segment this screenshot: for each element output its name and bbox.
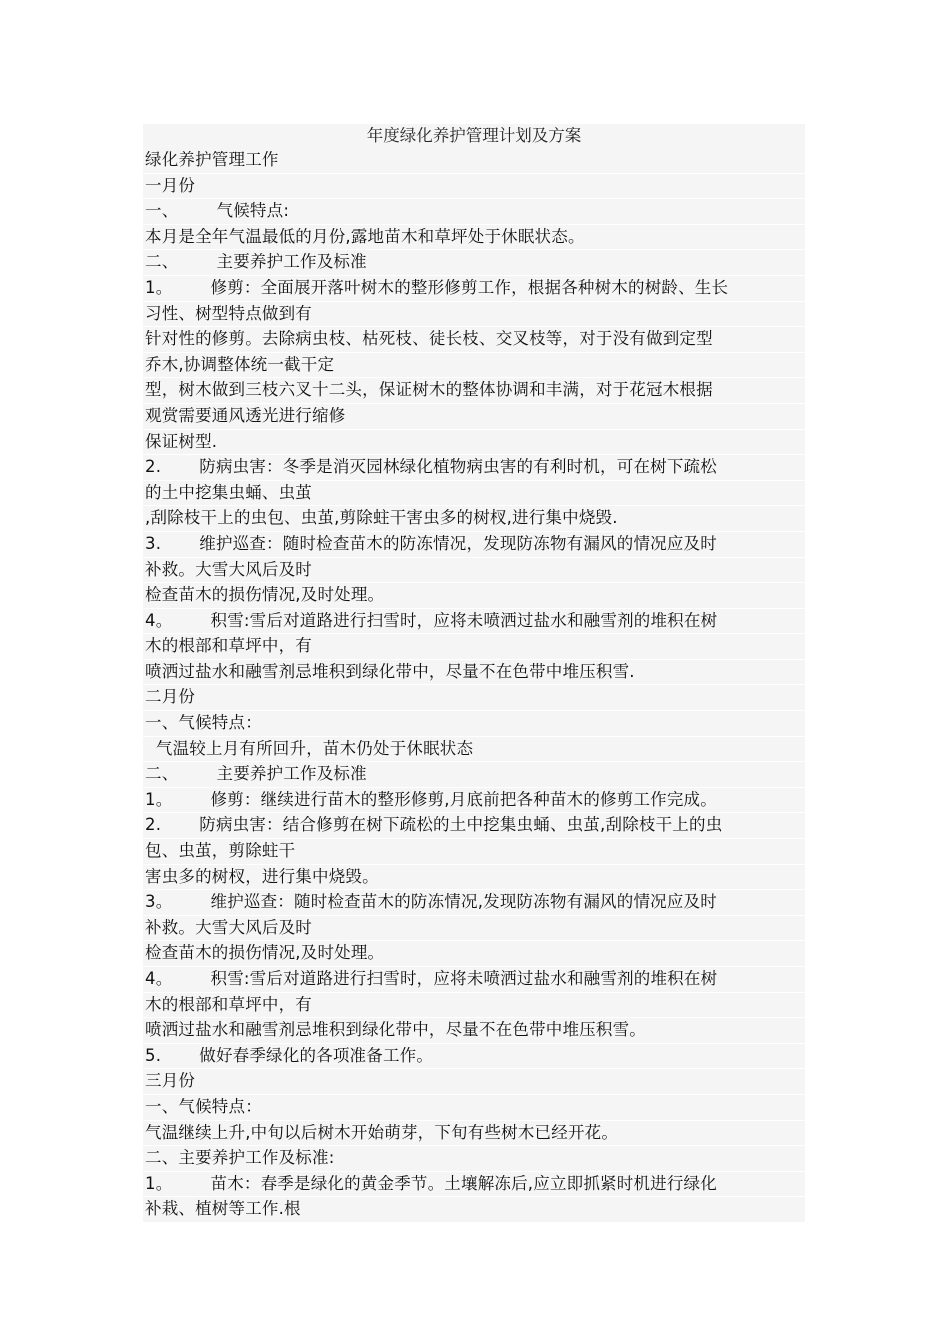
- text-line: 保证树型.: [143, 429, 805, 455]
- text-line: 4。 积雪:雪后对道路进行扫雪时，应将未喷洒过盐水和融雪剂的堆积在树: [143, 608, 805, 634]
- text-line: 乔木,协调整体统一截干定: [143, 352, 805, 378]
- text-line: 包、虫茧，剪除蛀干: [143, 838, 805, 864]
- text-line: 2. 防病虫害：冬季是消灭园林绿化植物病虫害的有利时机，可在树下疏松: [143, 454, 805, 480]
- text-line: 一、气候特点：: [143, 1094, 805, 1120]
- text-line: 1。 修剪：全面展开落叶树木的整形修剪工作，根据各种树木的树龄、生长: [143, 275, 805, 301]
- text-line: 习性、树型特点做到有: [143, 301, 805, 327]
- text-line: 针对性的修剪。去除病虫枝、枯死枝、徒长枝、交叉枝等，对于没有做到定型: [143, 326, 805, 352]
- text-line: 喷洒过盐水和融雪剂忌堆积到绿化带中，尽量不在色带中堆压积雪。: [143, 1017, 805, 1043]
- document-body: [143, 148, 805, 1222]
- text-line: 木的根部和草坪中，有: [143, 992, 805, 1018]
- text-line: 补栽、植树等工作.根: [143, 1196, 805, 1222]
- text-line: 一、气候特点：: [143, 710, 805, 736]
- text-line: 1。 苗木：春季是绿化的黄金季节。土壤解冻后,应立即抓紧时机进行绿化: [143, 1171, 805, 1197]
- text-line: 二月份: [143, 684, 805, 710]
- text-line: 本月是全年气温最低的月份,露地苗木和草坪处于休眠状态。: [143, 224, 805, 250]
- text-line: 二、 主要养护工作及标准: [143, 249, 805, 275]
- text-line: 一月份: [143, 173, 805, 199]
- text-line: 1。 修剪：继续进行苗木的整形修剪,月底前把各种苗木的修剪工作完成。: [143, 787, 805, 813]
- text-line: 二、 主要养护工作及标准: [143, 761, 805, 787]
- text-line: 一、 气候特点:: [143, 198, 805, 224]
- document-title: 年度绿化养护管理计划及方案: [366, 126, 582, 145]
- text-line: ,刮除枝干上的虫包、虫茧,剪除蛀干害虫多的树杈,进行集中烧毁.: [143, 505, 805, 531]
- text-line: 木的根部和草坪中，有: [143, 633, 805, 659]
- text-line: 补救。大雪大风后及时: [143, 557, 805, 583]
- text-line: 3。 维护巡查：随时检查苗木的防冻情况,发现防冻物有漏风的情况应及时: [143, 889, 805, 915]
- text-line: 二、主要养护工作及标准:: [143, 1145, 805, 1171]
- text-line: 5. 做好春季绿化的各项准备工作。: [143, 1043, 805, 1069]
- text-line: 检查苗木的损伤情况,及时处理。: [143, 940, 805, 966]
- text-line: 的土中挖集虫蛹、虫茧: [143, 480, 805, 506]
- text-line: 绿化养护管理工作: [145, 150, 279, 169]
- text-line: 3. 维护巡查：随时检查苗木的防冻情况，发现防冻物有漏风的情况应及时: [143, 531, 805, 557]
- text-line: 观赏需要通风透光进行缩修: [143, 403, 805, 429]
- text-line: 气温继续上升,中旬以后树木开始萌芽，下旬有些树木已经开花。: [143, 1120, 805, 1146]
- text-line: 补救。大雪大风后及时: [143, 915, 805, 941]
- text-line: 三月份: [143, 1068, 805, 1094]
- text-line: 喷洒过盐水和融雪剂忌堆积到绿化带中，尽量不在色带中堆压积雪.: [143, 659, 805, 685]
- text-line: 2. 防病虫害：结合修剪在树下疏松的土中挖集虫蛹、虫茧,刮除枝干上的虫: [143, 812, 805, 838]
- text-line: 检查苗木的损伤情况,及时处理。: [143, 582, 805, 608]
- text-line: 4。 积雪:雪后对道路进行扫雪时，应将未喷洒过盐水和融雪剂的堆积在树: [143, 966, 805, 992]
- text-line: 气温较上月有所回升，苗木仍处于休眠状态: [143, 736, 805, 762]
- text-line: 型，树木做到三枝六叉十二头，保证树木的整体协调和丰满，对于花冠木根据: [143, 377, 805, 403]
- document-page: [143, 124, 805, 1222]
- text-line: 害虫多的树杈，进行集中烧毁。: [143, 864, 805, 890]
